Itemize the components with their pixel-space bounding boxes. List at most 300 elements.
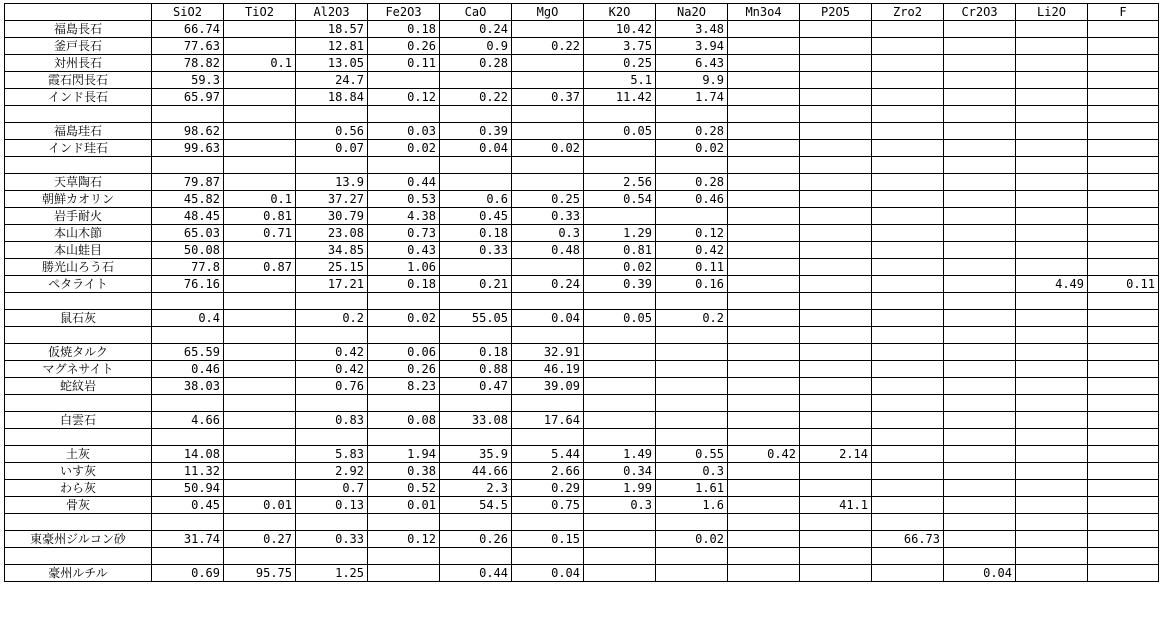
- value-cell[interactable]: [1016, 123, 1088, 140]
- value-cell[interactable]: 0.02: [584, 259, 656, 276]
- value-cell[interactable]: [656, 344, 728, 361]
- value-cell[interactable]: [584, 140, 656, 157]
- value-cell[interactable]: [728, 242, 800, 259]
- value-cell[interactable]: 0.02: [656, 140, 728, 157]
- value-cell[interactable]: [1088, 157, 1159, 174]
- value-cell[interactable]: [728, 463, 800, 480]
- value-cell[interactable]: 0.42: [296, 344, 368, 361]
- value-cell[interactable]: 0.1: [224, 191, 296, 208]
- value-cell[interactable]: [944, 463, 1016, 480]
- value-cell[interactable]: [872, 225, 944, 242]
- value-cell[interactable]: [1088, 259, 1159, 276]
- value-cell[interactable]: [1088, 361, 1159, 378]
- value-cell[interactable]: [872, 259, 944, 276]
- value-cell[interactable]: 0.08: [368, 412, 440, 429]
- value-cell[interactable]: [656, 157, 728, 174]
- value-cell[interactable]: [728, 123, 800, 140]
- value-cell[interactable]: 25.15: [296, 259, 368, 276]
- material-name-cell[interactable]: 骨灰: [5, 497, 152, 514]
- value-cell[interactable]: [1088, 106, 1159, 123]
- value-cell[interactable]: 4.49: [1016, 276, 1088, 293]
- value-cell[interactable]: [944, 395, 1016, 412]
- value-cell[interactable]: 0.05: [584, 310, 656, 327]
- value-cell[interactable]: [944, 548, 1016, 565]
- value-cell[interactable]: [800, 140, 872, 157]
- value-cell[interactable]: 65.97: [152, 89, 224, 106]
- value-cell[interactable]: 1.49: [584, 446, 656, 463]
- value-cell[interactable]: 0.3: [512, 225, 584, 242]
- value-cell[interactable]: 77.8: [152, 259, 224, 276]
- value-cell[interactable]: 0.12: [368, 89, 440, 106]
- value-cell[interactable]: [368, 293, 440, 310]
- column-header[interactable]: CaO: [440, 4, 512, 21]
- value-cell[interactable]: [656, 361, 728, 378]
- value-cell[interactable]: [368, 565, 440, 582]
- value-cell[interactable]: [800, 412, 872, 429]
- value-cell[interactable]: [944, 480, 1016, 497]
- value-cell[interactable]: 0.46: [152, 361, 224, 378]
- value-cell[interactable]: 1.6: [656, 497, 728, 514]
- value-cell[interactable]: [512, 429, 584, 446]
- value-cell[interactable]: [800, 531, 872, 548]
- value-cell[interactable]: 0.33: [512, 208, 584, 225]
- value-cell[interactable]: [872, 344, 944, 361]
- column-header[interactable]: F: [1088, 4, 1159, 21]
- value-cell[interactable]: [512, 395, 584, 412]
- value-cell[interactable]: 41.1: [800, 497, 872, 514]
- value-cell[interactable]: [1016, 548, 1088, 565]
- value-cell[interactable]: [728, 225, 800, 242]
- value-cell[interactable]: [800, 344, 872, 361]
- value-cell[interactable]: [944, 55, 1016, 72]
- value-cell[interactable]: [1088, 327, 1159, 344]
- value-cell[interactable]: [872, 514, 944, 531]
- value-cell[interactable]: 0.48: [512, 242, 584, 259]
- value-cell[interactable]: [944, 21, 1016, 38]
- value-cell[interactable]: [944, 106, 1016, 123]
- value-cell[interactable]: [224, 395, 296, 412]
- value-cell[interactable]: [800, 395, 872, 412]
- value-cell[interactable]: [800, 157, 872, 174]
- material-name-cell[interactable]: 本山蛙目: [5, 242, 152, 259]
- value-cell[interactable]: 0.04: [512, 310, 584, 327]
- value-cell[interactable]: [368, 106, 440, 123]
- value-cell[interactable]: [872, 21, 944, 38]
- value-cell[interactable]: [800, 174, 872, 191]
- value-cell[interactable]: [944, 123, 1016, 140]
- value-cell[interactable]: [296, 157, 368, 174]
- value-cell[interactable]: 0.81: [584, 242, 656, 259]
- value-cell[interactable]: [872, 123, 944, 140]
- value-cell[interactable]: 0.3: [656, 463, 728, 480]
- value-cell[interactable]: 18.84: [296, 89, 368, 106]
- value-cell[interactable]: [1088, 395, 1159, 412]
- value-cell[interactable]: [728, 259, 800, 276]
- value-cell[interactable]: [440, 429, 512, 446]
- value-cell[interactable]: 0.37: [512, 89, 584, 106]
- value-cell[interactable]: [800, 191, 872, 208]
- value-cell[interactable]: 0.33: [296, 531, 368, 548]
- value-cell[interactable]: 13.05: [296, 55, 368, 72]
- value-cell[interactable]: [1016, 55, 1088, 72]
- value-cell[interactable]: [584, 344, 656, 361]
- value-cell[interactable]: [728, 157, 800, 174]
- value-cell[interactable]: [944, 89, 1016, 106]
- value-cell[interactable]: 1.74: [656, 89, 728, 106]
- value-cell[interactable]: [512, 157, 584, 174]
- value-cell[interactable]: 0.05: [584, 123, 656, 140]
- material-name-cell[interactable]: ペタライト: [5, 276, 152, 293]
- value-cell[interactable]: [224, 123, 296, 140]
- value-cell[interactable]: [656, 548, 728, 565]
- value-cell[interactable]: [872, 293, 944, 310]
- value-cell[interactable]: [584, 327, 656, 344]
- value-cell[interactable]: [1016, 21, 1088, 38]
- material-name-cell[interactable]: 蛇紋岩: [5, 378, 152, 395]
- value-cell[interactable]: [944, 157, 1016, 174]
- value-cell[interactable]: 0.15: [512, 531, 584, 548]
- value-cell[interactable]: [224, 429, 296, 446]
- value-cell[interactable]: [656, 412, 728, 429]
- value-cell[interactable]: 0.2: [296, 310, 368, 327]
- value-cell[interactable]: [1088, 191, 1159, 208]
- value-cell[interactable]: 0.45: [440, 208, 512, 225]
- value-cell[interactable]: [800, 106, 872, 123]
- value-cell[interactable]: [944, 497, 1016, 514]
- value-cell[interactable]: [224, 446, 296, 463]
- column-header[interactable]: Zro2: [872, 4, 944, 21]
- value-cell[interactable]: 0.45: [152, 497, 224, 514]
- value-cell[interactable]: 0.42: [728, 446, 800, 463]
- value-cell[interactable]: 2.92: [296, 463, 368, 480]
- value-cell[interactable]: 0.24: [512, 276, 584, 293]
- value-cell[interactable]: [1016, 497, 1088, 514]
- value-cell[interactable]: 0.44: [368, 174, 440, 191]
- value-cell[interactable]: [512, 123, 584, 140]
- value-cell[interactable]: 0.18: [368, 276, 440, 293]
- value-cell[interactable]: 76.16: [152, 276, 224, 293]
- value-cell[interactable]: [224, 514, 296, 531]
- value-cell[interactable]: [872, 412, 944, 429]
- value-cell[interactable]: [1016, 344, 1088, 361]
- value-cell[interactable]: [1016, 446, 1088, 463]
- value-cell[interactable]: [584, 361, 656, 378]
- value-cell[interactable]: [1088, 174, 1159, 191]
- value-cell[interactable]: [728, 412, 800, 429]
- value-cell[interactable]: [512, 106, 584, 123]
- value-cell[interactable]: [224, 463, 296, 480]
- value-cell[interactable]: 0.81: [224, 208, 296, 225]
- value-cell[interactable]: [224, 174, 296, 191]
- value-cell[interactable]: 55.05: [440, 310, 512, 327]
- value-cell[interactable]: [728, 89, 800, 106]
- value-cell[interactable]: [296, 514, 368, 531]
- value-cell[interactable]: [440, 327, 512, 344]
- material-name-cell[interactable]: インド長石: [5, 89, 152, 106]
- value-cell[interactable]: [224, 361, 296, 378]
- value-cell[interactable]: 24.7: [296, 72, 368, 89]
- value-cell[interactable]: [944, 327, 1016, 344]
- value-cell[interactable]: 0.44: [440, 565, 512, 582]
- value-cell[interactable]: [872, 565, 944, 582]
- value-cell[interactable]: [296, 327, 368, 344]
- material-name-cell[interactable]: 鼠石灰: [5, 310, 152, 327]
- value-cell[interactable]: 0.83: [296, 412, 368, 429]
- value-cell[interactable]: [944, 140, 1016, 157]
- value-cell[interactable]: 0.02: [512, 140, 584, 157]
- value-cell[interactable]: [152, 157, 224, 174]
- value-cell[interactable]: 0.39: [440, 123, 512, 140]
- value-cell[interactable]: [872, 276, 944, 293]
- value-cell[interactable]: [728, 531, 800, 548]
- value-cell[interactable]: 0.56: [296, 123, 368, 140]
- value-cell[interactable]: [440, 293, 512, 310]
- value-cell[interactable]: 0.34: [584, 463, 656, 480]
- value-cell[interactable]: [1016, 72, 1088, 89]
- material-name-cell[interactable]: [5, 429, 152, 446]
- value-cell[interactable]: [1016, 395, 1088, 412]
- value-cell[interactable]: 0.53: [368, 191, 440, 208]
- value-cell[interactable]: [800, 463, 872, 480]
- column-header[interactable]: Mn3o4: [728, 4, 800, 21]
- value-cell[interactable]: 0.03: [368, 123, 440, 140]
- material-name-cell[interactable]: マグネサイト: [5, 361, 152, 378]
- value-cell[interactable]: 0.13: [296, 497, 368, 514]
- material-name-cell[interactable]: 仮焼タルク: [5, 344, 152, 361]
- value-cell[interactable]: 50.08: [152, 242, 224, 259]
- value-cell[interactable]: [440, 395, 512, 412]
- value-cell[interactable]: [656, 565, 728, 582]
- value-cell[interactable]: 0.02: [368, 140, 440, 157]
- value-cell[interactable]: [512, 21, 584, 38]
- value-cell[interactable]: [872, 208, 944, 225]
- value-cell[interactable]: [584, 378, 656, 395]
- value-cell[interactable]: [728, 276, 800, 293]
- value-cell[interactable]: [728, 548, 800, 565]
- value-cell[interactable]: [296, 106, 368, 123]
- value-cell[interactable]: 0.7: [296, 480, 368, 497]
- material-name-cell[interactable]: 朝鮮カオリン: [5, 191, 152, 208]
- value-cell[interactable]: 2.56: [584, 174, 656, 191]
- value-cell[interactable]: [656, 208, 728, 225]
- value-cell[interactable]: [296, 548, 368, 565]
- value-cell[interactable]: 0.28: [656, 123, 728, 140]
- value-cell[interactable]: [1088, 344, 1159, 361]
- value-cell[interactable]: 0.54: [584, 191, 656, 208]
- value-cell[interactable]: 3.75: [584, 38, 656, 55]
- value-cell[interactable]: [944, 38, 1016, 55]
- header-cell-blank[interactable]: [5, 4, 152, 21]
- value-cell[interactable]: 14.08: [152, 446, 224, 463]
- value-cell[interactable]: 0.6: [440, 191, 512, 208]
- value-cell[interactable]: [224, 157, 296, 174]
- value-cell[interactable]: [944, 446, 1016, 463]
- value-cell[interactable]: 0.71: [224, 225, 296, 242]
- value-cell[interactable]: [1088, 565, 1159, 582]
- material-name-cell[interactable]: 釜戸長石: [5, 38, 152, 55]
- value-cell[interactable]: [800, 38, 872, 55]
- value-cell[interactable]: 0.18: [440, 344, 512, 361]
- value-cell[interactable]: 95.75: [224, 565, 296, 582]
- value-cell[interactable]: 8.23: [368, 378, 440, 395]
- value-cell[interactable]: [800, 55, 872, 72]
- value-cell[interactable]: 0.06: [368, 344, 440, 361]
- value-cell[interactable]: [656, 395, 728, 412]
- value-cell[interactable]: [872, 242, 944, 259]
- material-name-cell[interactable]: 対州長石: [5, 55, 152, 72]
- material-name-cell[interactable]: 本山木節: [5, 225, 152, 242]
- value-cell[interactable]: 5.83: [296, 446, 368, 463]
- material-name-cell[interactable]: インド珪石: [5, 140, 152, 157]
- material-name-cell[interactable]: [5, 395, 152, 412]
- value-cell[interactable]: [584, 106, 656, 123]
- material-name-cell[interactable]: 白雲石: [5, 412, 152, 429]
- value-cell[interactable]: [944, 429, 1016, 446]
- value-cell[interactable]: [1016, 89, 1088, 106]
- value-cell[interactable]: 0.87: [224, 259, 296, 276]
- value-cell[interactable]: 17.64: [512, 412, 584, 429]
- value-cell[interactable]: [368, 514, 440, 531]
- value-cell[interactable]: [944, 208, 1016, 225]
- value-cell[interactable]: [224, 38, 296, 55]
- value-cell[interactable]: 0.26: [368, 361, 440, 378]
- value-cell[interactable]: [1016, 412, 1088, 429]
- value-cell[interactable]: [224, 242, 296, 259]
- material-name-cell[interactable]: [5, 548, 152, 565]
- value-cell[interactable]: 0.33: [440, 242, 512, 259]
- value-cell[interactable]: [728, 140, 800, 157]
- value-cell[interactable]: [1088, 310, 1159, 327]
- value-cell[interactable]: [512, 174, 584, 191]
- value-cell[interactable]: [944, 225, 1016, 242]
- value-cell[interactable]: 0.9: [440, 38, 512, 55]
- value-cell[interactable]: [944, 514, 1016, 531]
- value-cell[interactable]: 34.85: [296, 242, 368, 259]
- value-cell[interactable]: [584, 548, 656, 565]
- value-cell[interactable]: 0.43: [368, 242, 440, 259]
- value-cell[interactable]: [944, 191, 1016, 208]
- value-cell[interactable]: [656, 293, 728, 310]
- column-header[interactable]: K2O: [584, 4, 656, 21]
- value-cell[interactable]: 0.02: [368, 310, 440, 327]
- column-header[interactable]: P2O5: [800, 4, 872, 21]
- value-cell[interactable]: [800, 276, 872, 293]
- value-cell[interactable]: [584, 293, 656, 310]
- value-cell[interactable]: 30.79: [296, 208, 368, 225]
- material-name-cell[interactable]: 霞石閃長石: [5, 72, 152, 89]
- value-cell[interactable]: 0.11: [368, 55, 440, 72]
- value-cell[interactable]: [1016, 259, 1088, 276]
- value-cell[interactable]: [872, 140, 944, 157]
- value-cell[interactable]: [872, 106, 944, 123]
- value-cell[interactable]: 79.87: [152, 174, 224, 191]
- value-cell[interactable]: [872, 361, 944, 378]
- value-cell[interactable]: [296, 293, 368, 310]
- value-cell[interactable]: [1088, 463, 1159, 480]
- value-cell[interactable]: [800, 310, 872, 327]
- value-cell[interactable]: 35.9: [440, 446, 512, 463]
- value-cell[interactable]: [728, 55, 800, 72]
- value-cell[interactable]: 0.22: [512, 38, 584, 55]
- value-cell[interactable]: 38.03: [152, 378, 224, 395]
- value-cell[interactable]: [728, 38, 800, 55]
- value-cell[interactable]: [1088, 429, 1159, 446]
- value-cell[interactable]: [1016, 38, 1088, 55]
- value-cell[interactable]: [152, 106, 224, 123]
- value-cell[interactable]: [368, 327, 440, 344]
- value-cell[interactable]: [224, 276, 296, 293]
- value-cell[interactable]: [224, 89, 296, 106]
- value-cell[interactable]: [1088, 21, 1159, 38]
- material-name-cell[interactable]: [5, 106, 152, 123]
- value-cell[interactable]: [224, 327, 296, 344]
- value-cell[interactable]: 0.26: [368, 38, 440, 55]
- value-cell[interactable]: [1016, 531, 1088, 548]
- value-cell[interactable]: [1016, 140, 1088, 157]
- value-cell[interactable]: [944, 344, 1016, 361]
- value-cell[interactable]: 0.02: [656, 531, 728, 548]
- value-cell[interactable]: [584, 395, 656, 412]
- value-cell[interactable]: [944, 242, 1016, 259]
- column-header[interactable]: Fe2O3: [368, 4, 440, 21]
- material-name-cell[interactable]: 岩手耐火: [5, 208, 152, 225]
- value-cell[interactable]: [872, 327, 944, 344]
- value-cell[interactable]: 2.3: [440, 480, 512, 497]
- value-cell[interactable]: 0.42: [656, 242, 728, 259]
- material-name-cell[interactable]: 福島珪石: [5, 123, 152, 140]
- value-cell[interactable]: [1016, 327, 1088, 344]
- value-cell[interactable]: [728, 378, 800, 395]
- value-cell[interactable]: [728, 191, 800, 208]
- column-header[interactable]: Cr2O3: [944, 4, 1016, 21]
- value-cell[interactable]: 13.9: [296, 174, 368, 191]
- material-name-cell[interactable]: いす灰: [5, 463, 152, 480]
- value-cell[interactable]: [152, 429, 224, 446]
- value-cell[interactable]: [1088, 208, 1159, 225]
- value-cell[interactable]: [728, 514, 800, 531]
- value-cell[interactable]: [152, 327, 224, 344]
- value-cell[interactable]: 99.63: [152, 140, 224, 157]
- value-cell[interactable]: 4.38: [368, 208, 440, 225]
- value-cell[interactable]: 31.74: [152, 531, 224, 548]
- value-cell[interactable]: 0.69: [152, 565, 224, 582]
- value-cell[interactable]: [584, 208, 656, 225]
- value-cell[interactable]: [368, 395, 440, 412]
- value-cell[interactable]: 50.94: [152, 480, 224, 497]
- column-header[interactable]: Al2O3: [296, 4, 368, 21]
- material-name-cell[interactable]: 勝光山ろう石: [5, 259, 152, 276]
- material-name-cell[interactable]: わら灰: [5, 480, 152, 497]
- value-cell[interactable]: [944, 259, 1016, 276]
- value-cell[interactable]: [872, 446, 944, 463]
- value-cell[interactable]: 0.3: [584, 497, 656, 514]
- value-cell[interactable]: 9.9: [656, 72, 728, 89]
- value-cell[interactable]: [1016, 429, 1088, 446]
- value-cell[interactable]: 4.66: [152, 412, 224, 429]
- value-cell[interactable]: [1088, 123, 1159, 140]
- value-cell[interactable]: 98.62: [152, 123, 224, 140]
- value-cell[interactable]: [872, 157, 944, 174]
- value-cell[interactable]: [800, 242, 872, 259]
- value-cell[interactable]: [1088, 548, 1159, 565]
- value-cell[interactable]: 0.01: [224, 497, 296, 514]
- value-cell[interactable]: [296, 395, 368, 412]
- value-cell[interactable]: [440, 548, 512, 565]
- value-cell[interactable]: [152, 548, 224, 565]
- column-header[interactable]: Na2O: [656, 4, 728, 21]
- value-cell[interactable]: 0.88: [440, 361, 512, 378]
- value-cell[interactable]: [800, 548, 872, 565]
